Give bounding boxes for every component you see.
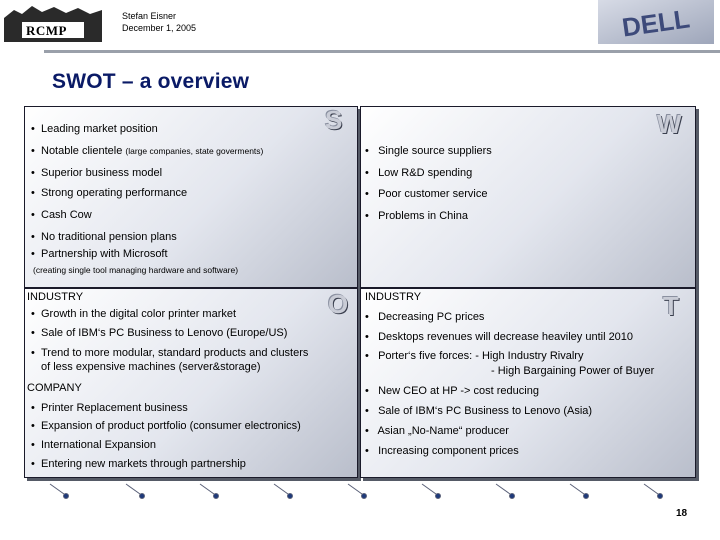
porter-continuation: - High Bargaining Power of Buyer bbox=[491, 365, 655, 377]
threats-industry-heading: INDUSTRY bbox=[365, 291, 422, 303]
list-item: • Notable clientele (large companies, state goverments) bbox=[31, 145, 264, 157]
list-item: • Cash Cow bbox=[31, 209, 92, 221]
list-item: • Low R&D spending bbox=[365, 167, 473, 179]
list-item: • Sale of IBM‘s PC Business to Lenovo (Asia) bbox=[365, 405, 593, 417]
list-item: • Increasing component prices bbox=[365, 445, 519, 457]
list-item: • Poor customer service bbox=[365, 188, 488, 200]
list-item: • Growth in the digital color printer market bbox=[31, 308, 237, 320]
presentation-date: December 1, 2005 bbox=[122, 23, 197, 33]
list-item: • Partnership with Microsoft bbox=[31, 248, 168, 260]
list-item: • Porter‘s five forces: - High Industry Rivalry bbox=[365, 350, 584, 362]
opportunities-industry-heading: INDUSTRY bbox=[27, 291, 84, 303]
threats-letter: T bbox=[663, 291, 679, 321]
dell-logo-text: DELL bbox=[620, 3, 692, 43]
trend-continuation: of less expensive machines (server&storage) bbox=[41, 361, 261, 373]
slide-title: SWOT – a overview bbox=[52, 70, 250, 93]
list-item: • Desktops revenues will decrease heaviley until 2010 bbox=[365, 331, 634, 343]
weaknesses-letter: W bbox=[657, 109, 682, 139]
microsoft-note: (creating single tool managing hardware and software) bbox=[33, 265, 239, 275]
list-item: • Strong operating performance bbox=[31, 187, 188, 199]
list-item: • Trend to more modular, standard products and clusters bbox=[31, 347, 309, 359]
list-item: • Asian „No-Name“ producer bbox=[365, 425, 509, 437]
list-item: • Single source suppliers bbox=[365, 145, 492, 157]
opportunities-letter: O bbox=[328, 289, 349, 319]
clientele-note: (large companies, state goverments) bbox=[125, 146, 264, 156]
list-item: • Sale of IBM‘s PC Business to Lenovo (Europe/US) bbox=[31, 327, 288, 339]
list-item: • Entering new markets through partnership bbox=[31, 458, 246, 470]
list-item: • Decreasing PC prices bbox=[365, 311, 485, 323]
page-number: 18 bbox=[676, 508, 688, 519]
rcmp-logo-text: RCMP bbox=[26, 23, 67, 38]
list-item: • No traditional pension plans bbox=[31, 231, 177, 243]
opportunities-company-heading: COMPANY bbox=[27, 382, 82, 394]
list-item: • Expansion of product portfolio (consumer electronics) bbox=[31, 420, 301, 432]
list-item: • Leading market position bbox=[31, 123, 158, 135]
author-name: Stefan Eisner bbox=[122, 11, 177, 21]
list-item: • Problems in China bbox=[365, 210, 468, 222]
list-item: • International Expansion bbox=[31, 439, 156, 451]
list-item: • New CEO at HP -> cost reducing bbox=[365, 385, 539, 397]
strengths-letter: S bbox=[325, 105, 343, 135]
list-item: • Printer Replacement business bbox=[31, 402, 188, 414]
list-item: • Superior business model bbox=[31, 167, 163, 179]
